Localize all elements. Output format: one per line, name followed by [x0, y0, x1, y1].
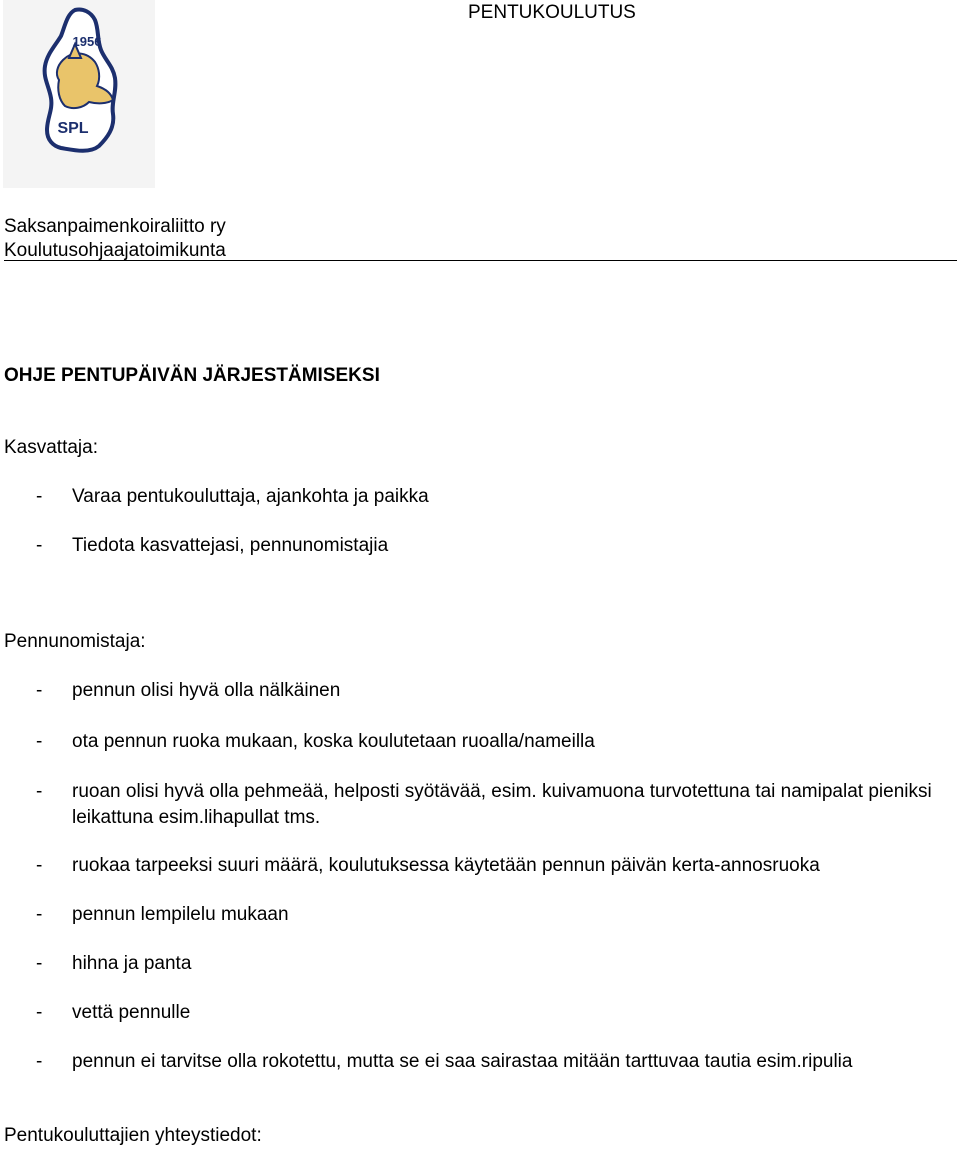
list-item-text: ota pennun ruoka mukaan, koska koulutetaan ruoalla/nameilla: [72, 731, 595, 752]
logo-year: 1956: [72, 34, 102, 49]
list-item-dash: -: [36, 731, 43, 752]
list-item-text: vettä pennulle: [72, 1002, 191, 1023]
list-item-text: Tiedota kasvattejasi, pennunomistajia: [72, 535, 389, 556]
logo-initials: SPL: [57, 120, 89, 137]
list-item-text: pennun ei tarvitse olla rokotettu, mutta se ei saa sairastaa mitään tarttuvaa tautia esim.ripulia: [72, 1051, 853, 1072]
section-heading-owner: Pennunomistaja:: [4, 631, 146, 652]
organization-name: Saksanpaimenkoiraliitto ry: [4, 216, 226, 237]
list-item-text: Varaa pentukouluttaja, ajankohta ja paikka: [72, 486, 429, 507]
list-item-text: ruoan olisi hyvä olla pehmeää, helposti syötävää, esim. kuivamuona turvotettuna tai namipalat pieniksi leikattuna esim.lihapullat tms.: [72, 781, 932, 828]
organization-committee: Koulutusohjaajatoimikunta: [4, 240, 226, 261]
header-divider: [4, 260, 957, 261]
page-header-title: PENTUKOULUTUS: [468, 2, 636, 23]
section-heading-contacts: Pentukouluttajien yhteystiedot:: [4, 1125, 262, 1146]
list-item-dash: -: [36, 904, 43, 925]
list-item-text: pennun olisi hyvä olla nälkäinen: [72, 680, 341, 701]
organization-logo: [3, 0, 155, 188]
document-title: OHJE PENTUPÄIVÄN JÄRJESTÄMISEKSI: [4, 365, 380, 386]
list-item-dash: -: [36, 781, 43, 802]
list-item-dash: -: [36, 1051, 43, 1072]
list-item-text: hihna ja panta: [72, 953, 192, 974]
logo-emblem: [3, 0, 155, 188]
list-item-text: pennun lempilelu mukaan: [72, 904, 289, 925]
section-heading-breeder: Kasvattaja:: [4, 437, 98, 458]
list-item-text: ruokaa tarpeeksi suuri määrä, koulutuksessa käytetään pennun päivän kerta-annosruoka: [72, 855, 820, 876]
list-item-dash: -: [36, 855, 43, 876]
list-item-dash: -: [36, 953, 43, 974]
list-item-dash: -: [36, 680, 43, 701]
list-item-dash: -: [36, 1002, 43, 1023]
list-item-dash: -: [36, 535, 43, 556]
list-item-dash: -: [36, 486, 43, 507]
